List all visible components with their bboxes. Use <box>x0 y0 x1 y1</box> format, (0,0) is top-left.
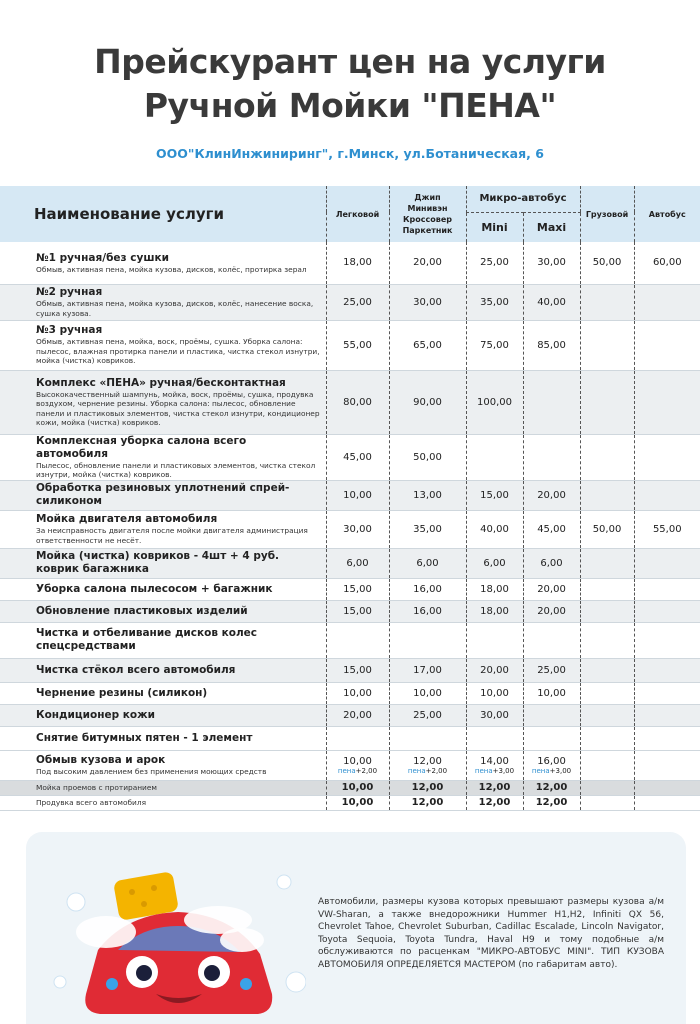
table-row <box>0 242 700 284</box>
price-mini: 18,00 <box>466 600 523 622</box>
price-maxi <box>523 750 580 780</box>
price-bus <box>634 726 700 750</box>
service-title: Обмыв кузова и арок <box>36 753 166 766</box>
price-jeep: 13,00 <box>389 480 466 510</box>
promo-banner <box>26 832 686 1024</box>
foam-label: пена <box>407 766 426 775</box>
price-mini: 75,00 <box>466 320 523 370</box>
price-mini <box>466 434 523 480</box>
price-jeep: 65,00 <box>389 320 466 370</box>
price-mini <box>466 750 523 780</box>
price-bus <box>634 578 700 600</box>
price-jeep: 12,00 <box>389 780 466 795</box>
table-row <box>0 578 700 600</box>
price-maxi: 12,00 <box>523 780 580 795</box>
service-title: Чистка и отбеливание дисков колес спецсредствами <box>36 627 258 652</box>
price-bus <box>634 284 700 320</box>
price-maxi: 45,00 <box>523 510 580 548</box>
price-maxi <box>523 370 580 434</box>
price-truck <box>580 548 634 578</box>
price-bus: 60,00 <box>634 242 700 284</box>
price-car: 20,00 <box>326 704 389 726</box>
price-jeep <box>389 750 466 780</box>
price-car: 15,00 <box>326 600 389 622</box>
table-row <box>0 622 700 658</box>
service-cell <box>0 658 326 682</box>
price-bus <box>634 622 700 658</box>
table-row <box>0 658 700 682</box>
price-maxi: 6,00 <box>523 548 580 578</box>
price-car: 55,00 <box>326 320 389 370</box>
price-jeep: 6,00 <box>389 548 466 578</box>
price-bus <box>634 658 700 682</box>
service-description: Под высоким давлением без применения моющих средств <box>36 766 267 776</box>
price-mini: 12,00 <box>466 795 523 810</box>
price-mini: 100,00 <box>466 370 523 434</box>
price-car <box>326 750 389 780</box>
table-row <box>0 480 700 510</box>
service-title: Чернение резины (силикон) <box>36 686 208 699</box>
service-description: Пылесос, обновление панели и пластиковых элементов, чистка стекол изнутри, мойка (чистка) ковриков. <box>36 460 316 479</box>
price-bus <box>634 370 700 434</box>
header-bus: Автобус <box>634 186 700 242</box>
price-value: 14,00 <box>480 755 509 767</box>
price-truck <box>580 320 634 370</box>
service-cell <box>0 600 326 622</box>
price-maxi: 20,00 <box>523 578 580 600</box>
price-maxi: 20,00 <box>523 600 580 622</box>
price-jeep: 17,00 <box>389 658 466 682</box>
service-description: Обмыв, активная пена, мойка кузова, дисков, колёс, нанесение воска, сушка кузова. <box>36 299 314 318</box>
price-table <box>0 186 700 811</box>
foam-label: пена <box>474 766 493 775</box>
price-jeep: 25,00 <box>389 704 466 726</box>
price-jeep: 10,00 <box>389 682 466 704</box>
price-car: 6,00 <box>326 548 389 578</box>
service-cell <box>0 750 326 780</box>
service-cell <box>0 704 326 726</box>
service-title: Обработка резиновых уплотнений спрей-силиконом <box>36 482 290 507</box>
foam-surcharge <box>524 767 580 775</box>
service-cell <box>0 726 326 750</box>
foam-label: пена <box>337 766 356 775</box>
service-title: Комплекс «ПЕНА» ручная/бесконтактная <box>36 376 286 389</box>
price-car: 15,00 <box>326 658 389 682</box>
price-maxi: 40,00 <box>523 284 580 320</box>
price-bus <box>634 480 700 510</box>
price-jeep <box>389 622 466 658</box>
service-cell <box>0 548 326 578</box>
price-bus: 55,00 <box>634 510 700 548</box>
price-jeep: 90,00 <box>389 370 466 434</box>
service-description: Высококачественный шампунь, мойка, воск, проёмы, сушка, продувка воздухом, чернение резины. Уборка салона: пылесос, обновление панели и пластиковых элементов, чистка стекол изнутри, кондиционер кожи, мойка (чистка) ковриков. <box>36 389 320 427</box>
price-bus <box>634 682 700 704</box>
price-bus <box>634 780 700 795</box>
foam-add: +2,00 <box>355 766 378 775</box>
car-mascot-illustration <box>46 862 306 1024</box>
table-row <box>0 510 700 548</box>
price-mini: 12,00 <box>466 780 523 795</box>
foam-surcharge <box>390 767 466 775</box>
price-truck <box>580 658 634 682</box>
foam-surcharge <box>467 767 523 775</box>
table-row <box>0 548 700 578</box>
price-mini <box>466 622 523 658</box>
company-address: ООО"КлинИнжиниринг", г.Минск, ул.Ботаническая, 6 <box>156 146 544 161</box>
foam-label: пена <box>531 766 550 775</box>
foam-surcharge <box>327 767 389 775</box>
service-cell <box>0 242 326 284</box>
header-jeep: Джип Минивэн Кроссовер Паркетник <box>389 186 466 242</box>
header-microbus: Микро-автобус <box>466 186 580 212</box>
price-truck <box>580 284 634 320</box>
price-bus <box>634 795 700 810</box>
table-row <box>0 434 700 480</box>
price-maxi: 25,00 <box>523 658 580 682</box>
service-title: Кондиционер кожи <box>36 708 155 721</box>
price-maxi <box>523 704 580 726</box>
price-truck <box>580 600 634 622</box>
service-description: Продувка всего автомобиля <box>36 797 147 807</box>
service-title: Обновление пластиковых изделий <box>36 604 248 617</box>
price-value: 10,00 <box>343 755 372 767</box>
table-row-extra <box>0 780 700 795</box>
price-maxi: 30,00 <box>523 242 580 284</box>
price-jeep: 16,00 <box>389 600 466 622</box>
price-maxi: 10,00 <box>523 682 580 704</box>
price-jeep: 30,00 <box>389 284 466 320</box>
table-row-extra <box>0 795 700 810</box>
price-jeep: 12,00 <box>389 795 466 810</box>
price-truck <box>580 578 634 600</box>
price-truck <box>580 370 634 434</box>
price-jeep: 35,00 <box>389 510 466 548</box>
table-row <box>0 320 700 370</box>
price-maxi: 12,00 <box>523 795 580 810</box>
header-service-name: Наименование услуги <box>0 186 326 242</box>
service-title: №3 ручная <box>36 324 103 337</box>
price-truck <box>580 622 634 658</box>
price-truck <box>580 750 634 780</box>
price-car: 80,00 <box>326 370 389 434</box>
price-value: 12,00 <box>413 755 442 767</box>
table-row <box>0 600 700 622</box>
price-truck: 50,00 <box>580 242 634 284</box>
price-car: 25,00 <box>326 284 389 320</box>
price-bus <box>634 434 700 480</box>
service-cell <box>0 622 326 658</box>
table-row-body-wash <box>0 750 700 780</box>
price-truck <box>580 682 634 704</box>
price-car: 10,00 <box>326 480 389 510</box>
price-mini: 25,00 <box>466 242 523 284</box>
price-bus <box>634 600 700 622</box>
price-maxi <box>523 434 580 480</box>
price-mini: 18,00 <box>466 578 523 600</box>
price-car: 18,00 <box>326 242 389 284</box>
foam-add: +2,00 <box>425 766 448 775</box>
service-cell <box>0 434 326 480</box>
service-title: Уборка салона пылесосом + багажник <box>36 582 273 595</box>
service-title: Комплексная уборка салона всего автомобиля <box>36 434 247 460</box>
title-line-1: Прейскурант цен на услуги <box>94 42 606 81</box>
price-mini <box>466 726 523 750</box>
price-mini: 10,00 <box>466 682 523 704</box>
price-mini: 35,00 <box>466 284 523 320</box>
price-bus <box>634 704 700 726</box>
foam-add: +3,00 <box>492 766 515 775</box>
service-title: Мойка двигателя автомобиля <box>36 513 218 525</box>
header-car: Легковой <box>326 186 389 242</box>
service-cell <box>0 480 326 510</box>
table-row <box>0 370 700 434</box>
price-mini: 20,00 <box>466 658 523 682</box>
price-truck <box>580 795 634 810</box>
foam-add: +3,00 <box>549 766 572 775</box>
service-title: №1 ручная/без сушки <box>36 251 169 264</box>
service-cell <box>0 578 326 600</box>
table-row <box>0 284 700 320</box>
service-cell <box>0 682 326 704</box>
price-maxi: 85,00 <box>523 320 580 370</box>
price-truck <box>580 726 634 750</box>
header-mini: Mini <box>466 212 523 242</box>
price-maxi <box>523 726 580 750</box>
price-car <box>326 622 389 658</box>
service-description: За неисправность двигателя после мойки двигателя администрация ответственности не несёт. <box>36 526 308 545</box>
service-cell <box>0 284 326 320</box>
service-cell <box>0 320 326 370</box>
price-jeep <box>389 726 466 750</box>
price-maxi: 20,00 <box>523 480 580 510</box>
service-description: Обмыв, активная пена, мойка, воск, проёмы, сушка. Уборка салона: пылесос, влажная протирка панели и пластика, чистка стекол изнутри, мойка (чистка) ковриков. <box>36 337 320 366</box>
price-jeep: 20,00 <box>389 242 466 284</box>
price-mini: 40,00 <box>466 510 523 548</box>
service-title: №2 ручная <box>36 286 103 298</box>
price-mini: 6,00 <box>466 548 523 578</box>
header-maxi: Maxi <box>523 212 580 242</box>
price-bus <box>634 320 700 370</box>
price-car: 10,00 <box>326 780 389 795</box>
service-title: Мойка (чистка) ковриков - 4шт + 4 руб. коврик багажника <box>36 550 280 575</box>
price-jeep: 50,00 <box>389 434 466 480</box>
price-truck <box>580 704 634 726</box>
oversize-vehicle-note: Автомобили, размеры кузова которых превышают размеры кузова а/м VW-Sharan, а также внедорожники Hummer H1,H2, Infiniti QX 56, Chevrolet Tahoe, Chevrolet Suburban, Cadillac Escalade, Lincoln Navigator, Toyota Sequoia, Toyota Tundra, Haval H9 и тому подобные а/м обслуживаются по расценкам "МИКРО-АВТОБУС MINI". ТИП КУЗОВА АВТОМОБИЛЯ ОПРЕДЕЛЯЕТСЯ МАСТЕРОМ (по габаритам авто). <box>318 897 664 970</box>
service-description: Мойка проемов с протиранием <box>36 782 157 792</box>
price-bus <box>634 548 700 578</box>
service-cell <box>0 510 326 548</box>
title-line-2: Ручной Мойки "ПЕНА" <box>143 86 557 125</box>
table-row <box>0 682 700 704</box>
service-cell <box>0 370 326 434</box>
table-row <box>0 704 700 726</box>
price-car: 10,00 <box>326 795 389 810</box>
price-bus <box>634 750 700 780</box>
price-jeep: 16,00 <box>389 578 466 600</box>
price-value: 16,00 <box>537 755 566 767</box>
service-cell <box>0 780 326 795</box>
page-title <box>0 40 700 128</box>
price-car: 10,00 <box>326 682 389 704</box>
price-truck <box>580 434 634 480</box>
price-maxi <box>523 622 580 658</box>
price-car: 30,00 <box>326 510 389 548</box>
service-cell <box>0 795 326 810</box>
price-mini: 30,00 <box>466 704 523 726</box>
price-car: 45,00 <box>326 434 389 480</box>
price-car: 15,00 <box>326 578 389 600</box>
service-description: Обмыв, активная пена, мойка кузова, дисков, колёс, протирка зерал <box>36 264 307 274</box>
header-truck: Грузовой <box>580 186 634 242</box>
service-title: Снятие битумных пятен - 1 элемент <box>36 731 253 744</box>
price-car <box>326 726 389 750</box>
price-mini: 15,00 <box>466 480 523 510</box>
service-title: Чистка стёкол всего автомобиля <box>36 663 236 676</box>
table-row <box>0 726 700 750</box>
price-truck: 50,00 <box>580 510 634 548</box>
price-truck <box>580 780 634 795</box>
price-truck <box>580 480 634 510</box>
